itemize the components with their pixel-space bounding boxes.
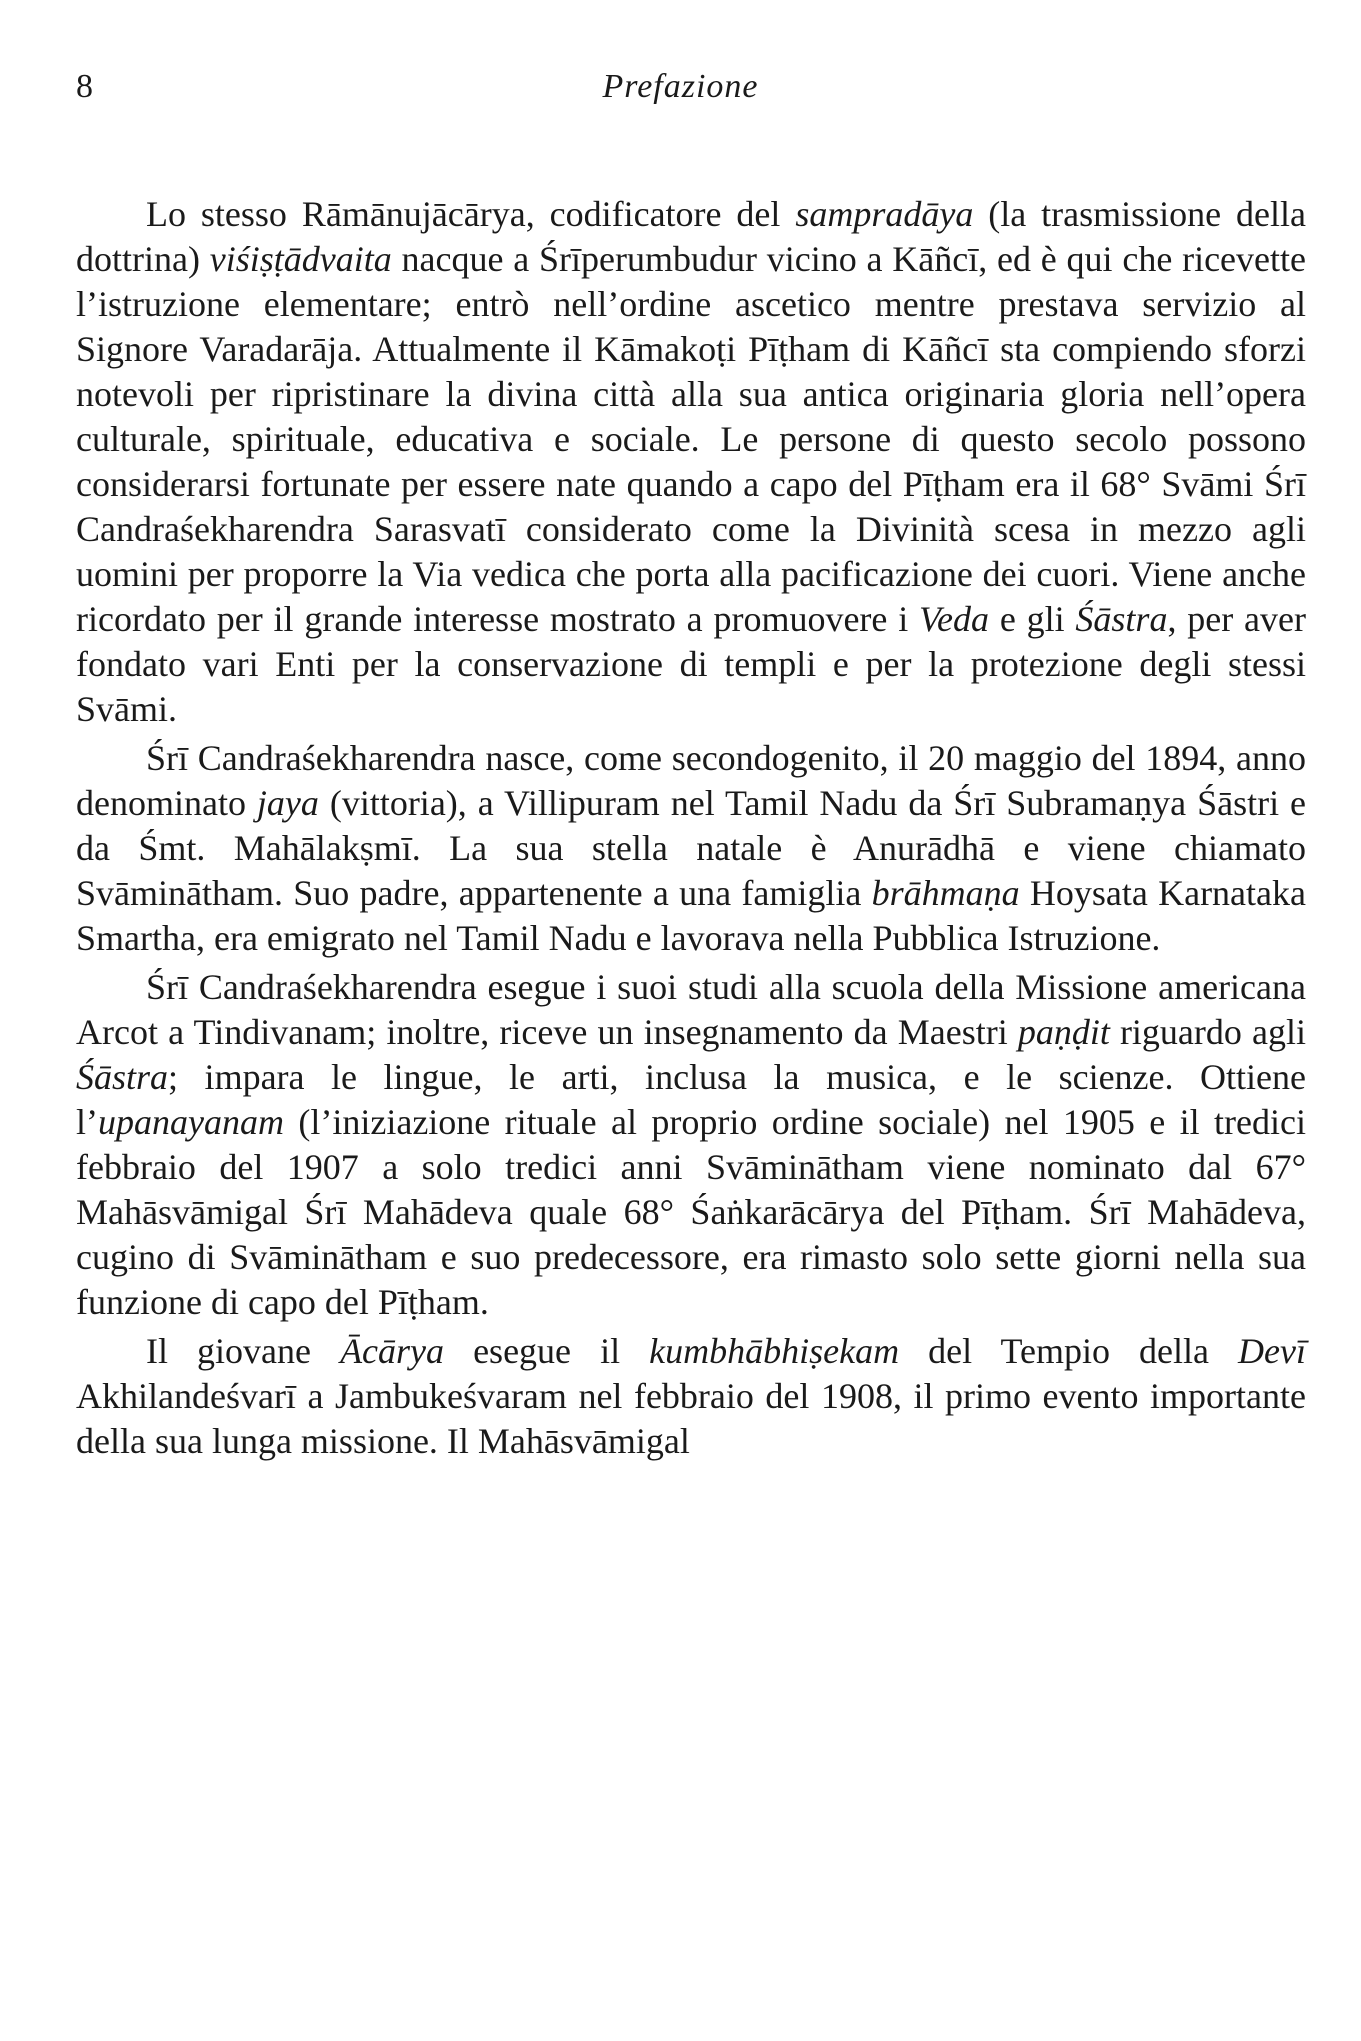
italic-term: viśiṣṭādvaita	[209, 239, 392, 279]
text-run: Śrī Candraśekharendra esegue i suoi studi alla scuola della Missione americana Arcot a Tindivanam; inoltre, riceve un insegnamento da Maestri	[76, 967, 1306, 1052]
text-run: Lo stesso Rāmānujācārya, codificatore del	[146, 194, 796, 234]
italic-term: brāhmaṇa	[871, 873, 1020, 913]
text-run: (l’iniziazione rituale al proprio ordine sociale) nel 1905 e il tredici febbraio del 1907 a solo tredici anni Svāminātham viene nominato dal 67° Mahāsvāmigal Śrī Mahādeva quale 68° Śaṅkarācārya del Pīṭham. Śrī Mahādeva, cugino di Svāminātham e suo predecessore, era rimasto solo sette giorni nella sua funzione di capo del Pīṭham.	[76, 1102, 1306, 1322]
italic-term: paṇḍit	[1017, 1012, 1110, 1052]
text-run: riguardo agli	[1109, 1012, 1306, 1052]
text-run: (la trasmissione della dottrina)	[76, 194, 1306, 279]
paragraph	[76, 192, 1306, 732]
page-header	[76, 68, 1285, 118]
italic-term: Devī	[1238, 1331, 1307, 1371]
italic-term: kumbhābhiṣekam	[649, 1331, 900, 1371]
italic-term: Veda	[919, 599, 989, 639]
text-run: , per aver fondato vari Enti per la conservazione di templi e per la protezione degli stessi Svāmi.	[76, 599, 1306, 729]
italic-term: jaya	[256, 783, 319, 823]
text-run: Il giovane	[146, 1331, 341, 1371]
italic-term: Śāstra	[76, 1057, 169, 1097]
text-run: ; impara le lingue, le arti, inclusa la musica, e le scienze. Ottiene l’	[76, 1057, 1306, 1142]
paragraph	[76, 736, 1306, 961]
italic-term: upanayanam	[98, 1102, 284, 1142]
paragraph	[76, 1329, 1306, 1464]
text-run: Akhilandeśvarī a Jambukeśvaram nel febbraio del 1908, il primo evento importante della sua lunga missione. Il Mahāsvāmigal	[76, 1376, 1306, 1461]
page-number: 8	[76, 68, 93, 105]
italic-term: Śāstra	[1075, 599, 1168, 639]
text-run: nacque a Śrīperumbudur vicino a Kāñcī, ed è qui che ricevette l’istruzione elementare; entrò nell’ordine ascetico mentre prestava servizio al Signore Varadarāja. Attualmente il Kāmakoṭi Pīṭham di Kāñcī sta compiendo sforzi notevoli per ripristinare la divina città alla sua antica originaria gloria nell’opera culturale, spirituale, educativa e sociale. Le persone di questo secolo possono considerarsi fortunate per essere nate quando a capo del Pīṭham era il 68° Svāmi Śrī Candraśekharendra Sarasvatī considerato come la Divinità scesa in mezzo agli uomini per proporre la Via vedica che porta alla pacificazione dei cuori. Viene anche ricordato per il grande interesse mostrato a promuovere i	[76, 239, 1306, 639]
text-run: Hoysata Karnataka Smartha, era emigrato nel Tamil Nadu e lavorava nella Pubblica Istruzione.	[76, 873, 1306, 958]
running-title: Prefazione	[602, 68, 759, 105]
italic-term: sampradāya	[795, 194, 974, 234]
body-text	[76, 192, 1306, 1468]
text-run: (vittoria), a Villipuram nel Tamil Nadu da Śrī Subramaṇya Śāstri e da Śmt. Mahālakṣmī. La sua stella natale è Anurādhā e viene chiamato Svāminātham. Suo padre, appartenente a una famiglia	[76, 783, 1306, 913]
text-run: e gli	[989, 599, 1076, 639]
text-run: Śrī Candraśekharendra nasce, come secondogenito, il 20 maggio del 1894, anno denominato	[76, 738, 1306, 823]
italic-term: Ācārya	[340, 1331, 445, 1371]
paragraph	[76, 965, 1306, 1325]
text-run: esegue il	[444, 1331, 650, 1371]
text-run: del Tempio della	[899, 1331, 1239, 1371]
